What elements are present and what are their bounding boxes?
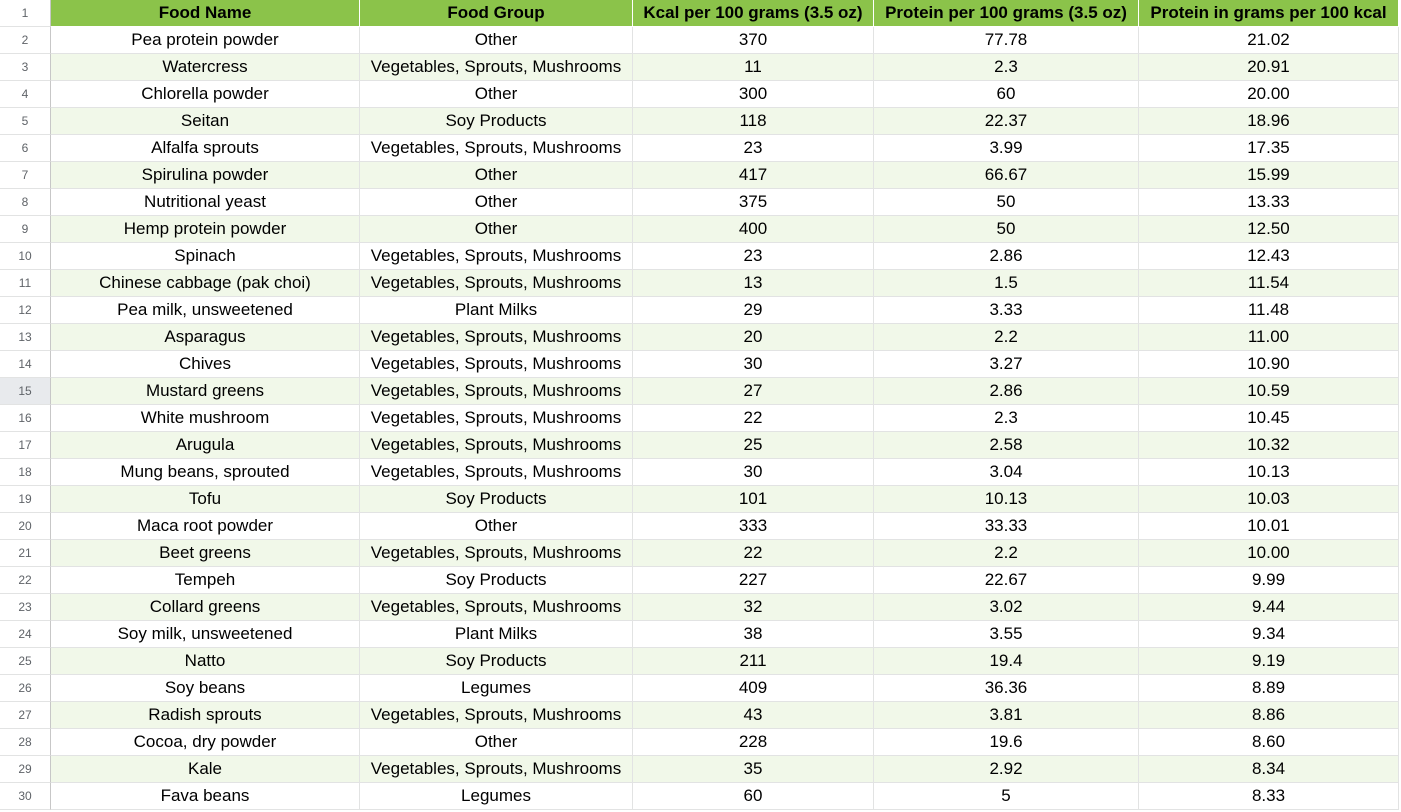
column-header-food-group[interactable]: Food Group <box>360 0 633 27</box>
cell-food-group[interactable]: Vegetables, Sprouts, Mushrooms <box>360 351 633 378</box>
row-number-15[interactable]: 15 <box>0 378 51 405</box>
cell-protein-per-kcal[interactable]: 15.99 <box>1139 162 1399 189</box>
cell-kcal[interactable]: 23 <box>633 243 874 270</box>
row-number-5[interactable]: 5 <box>0 108 51 135</box>
cell-protein-per-kcal[interactable]: 8.60 <box>1139 729 1399 756</box>
cell-protein-per-kcal[interactable]: 9.44 <box>1139 594 1399 621</box>
cell-food-group[interactable]: Vegetables, Sprouts, Mushrooms <box>360 54 633 81</box>
cell-protein-per-kcal[interactable]: 12.50 <box>1139 216 1399 243</box>
cell-protein-per-kcal[interactable]: 13.33 <box>1139 189 1399 216</box>
cell-kcal[interactable]: 118 <box>633 108 874 135</box>
row-number-11[interactable]: 11 <box>0 270 51 297</box>
cell-protein[interactable]: 2.3 <box>874 54 1139 81</box>
cell-protein-per-kcal[interactable]: 9.34 <box>1139 621 1399 648</box>
cell-kcal[interactable]: 228 <box>633 729 874 756</box>
row-number-2[interactable]: 2 <box>0 27 51 54</box>
row-number-25[interactable]: 25 <box>0 648 51 675</box>
column-header-kcal[interactable]: Kcal per 100 grams (3.5 oz) <box>633 0 874 27</box>
cell-kcal[interactable]: 60 <box>633 783 874 810</box>
row-number-27[interactable]: 27 <box>0 702 51 729</box>
cell-protein-per-kcal[interactable]: 10.90 <box>1139 351 1399 378</box>
cell-food-group[interactable]: Plant Milks <box>360 297 633 324</box>
cell-kcal[interactable]: 30 <box>633 351 874 378</box>
row-number-26[interactable]: 26 <box>0 675 51 702</box>
cell-protein[interactable]: 10.13 <box>874 486 1139 513</box>
cell-food-group[interactable]: Other <box>360 729 633 756</box>
cell-food-group[interactable]: Vegetables, Sprouts, Mushrooms <box>360 243 633 270</box>
cell-protein[interactable]: 36.36 <box>874 675 1139 702</box>
cell-protein-per-kcal[interactable]: 8.89 <box>1139 675 1399 702</box>
row-number-8[interactable]: 8 <box>0 189 51 216</box>
cell-protein-per-kcal[interactable]: 8.33 <box>1139 783 1399 810</box>
cell-protein[interactable]: 1.5 <box>874 270 1139 297</box>
cell-food-name[interactable]: Maca root powder <box>51 513 360 540</box>
cell-protein[interactable]: 2.2 <box>874 540 1139 567</box>
row-number-13[interactable]: 13 <box>0 324 51 351</box>
cell-protein-per-kcal[interactable]: 20.91 <box>1139 54 1399 81</box>
cell-food-group[interactable]: Vegetables, Sprouts, Mushrooms <box>360 459 633 486</box>
cell-protein-per-kcal[interactable]: 10.59 <box>1139 378 1399 405</box>
cell-protein-per-kcal[interactable]: 10.32 <box>1139 432 1399 459</box>
cell-food-name[interactable]: Hemp protein powder <box>51 216 360 243</box>
cell-food-group[interactable]: Soy Products <box>360 567 633 594</box>
cell-protein-per-kcal[interactable]: 11.00 <box>1139 324 1399 351</box>
cell-food-group[interactable]: Other <box>360 27 633 54</box>
cell-food-group[interactable]: Other <box>360 513 633 540</box>
cell-food-name[interactable]: Alfalfa sprouts <box>51 135 360 162</box>
cell-protein-per-kcal[interactable]: 12.43 <box>1139 243 1399 270</box>
cell-kcal[interactable]: 400 <box>633 216 874 243</box>
row-number-30[interactable]: 30 <box>0 783 51 810</box>
cell-food-name[interactable]: Tofu <box>51 486 360 513</box>
cell-kcal[interactable]: 300 <box>633 81 874 108</box>
cell-protein-per-kcal[interactable]: 10.13 <box>1139 459 1399 486</box>
cell-kcal[interactable]: 13 <box>633 270 874 297</box>
cell-protein[interactable]: 2.92 <box>874 756 1139 783</box>
row-number-4[interactable]: 4 <box>0 81 51 108</box>
cell-protein-per-kcal[interactable]: 8.34 <box>1139 756 1399 783</box>
cell-kcal[interactable]: 417 <box>633 162 874 189</box>
cell-food-name[interactable]: Chlorella powder <box>51 81 360 108</box>
cell-food-group[interactable]: Other <box>360 189 633 216</box>
cell-kcal[interactable]: 211 <box>633 648 874 675</box>
row-number-14[interactable]: 14 <box>0 351 51 378</box>
cell-protein[interactable]: 66.67 <box>874 162 1139 189</box>
cell-kcal[interactable]: 375 <box>633 189 874 216</box>
row-number-9[interactable]: 9 <box>0 216 51 243</box>
cell-protein[interactable]: 3.04 <box>874 459 1139 486</box>
cell-kcal[interactable]: 227 <box>633 567 874 594</box>
cell-kcal[interactable]: 25 <box>633 432 874 459</box>
cell-food-group[interactable]: Vegetables, Sprouts, Mushrooms <box>360 756 633 783</box>
cell-food-group[interactable]: Vegetables, Sprouts, Mushrooms <box>360 540 633 567</box>
cell-food-group[interactable]: Vegetables, Sprouts, Mushrooms <box>360 324 633 351</box>
cell-food-name[interactable]: Seitan <box>51 108 360 135</box>
cell-food-group[interactable]: Legumes <box>360 783 633 810</box>
cell-protein[interactable]: 3.55 <box>874 621 1139 648</box>
cell-food-name[interactable]: Beet greens <box>51 540 360 567</box>
cell-food-name[interactable]: Watercress <box>51 54 360 81</box>
cell-food-name[interactable]: Arugula <box>51 432 360 459</box>
cell-food-name[interactable]: Soy milk, unsweetened <box>51 621 360 648</box>
cell-protein[interactable]: 2.58 <box>874 432 1139 459</box>
cell-protein[interactable]: 3.81 <box>874 702 1139 729</box>
cell-protein-per-kcal[interactable]: 17.35 <box>1139 135 1399 162</box>
cell-protein-per-kcal[interactable]: 8.86 <box>1139 702 1399 729</box>
cell-food-group[interactable]: Other <box>360 162 633 189</box>
cell-kcal[interactable]: 370 <box>633 27 874 54</box>
cell-food-name[interactable]: Radish sprouts <box>51 702 360 729</box>
cell-food-group[interactable]: Vegetables, Sprouts, Mushrooms <box>360 702 633 729</box>
cell-protein[interactable]: 3.02 <box>874 594 1139 621</box>
row-number-10[interactable]: 10 <box>0 243 51 270</box>
cell-kcal[interactable]: 409 <box>633 675 874 702</box>
cell-protein[interactable]: 3.27 <box>874 351 1139 378</box>
cell-protein[interactable]: 2.86 <box>874 378 1139 405</box>
cell-food-group[interactable]: Vegetables, Sprouts, Mushrooms <box>360 594 633 621</box>
row-number-7[interactable]: 7 <box>0 162 51 189</box>
cell-protein[interactable]: 60 <box>874 81 1139 108</box>
cell-protein[interactable]: 22.67 <box>874 567 1139 594</box>
cell-protein-per-kcal[interactable]: 10.03 <box>1139 486 1399 513</box>
cell-food-group[interactable]: Soy Products <box>360 108 633 135</box>
cell-food-group[interactable]: Legumes <box>360 675 633 702</box>
cell-protein-per-kcal[interactable]: 10.01 <box>1139 513 1399 540</box>
cell-protein[interactable]: 50 <box>874 189 1139 216</box>
cell-food-name[interactable]: Collard greens <box>51 594 360 621</box>
row-number-18[interactable]: 18 <box>0 459 51 486</box>
cell-kcal[interactable]: 101 <box>633 486 874 513</box>
cell-protein[interactable]: 3.99 <box>874 135 1139 162</box>
row-number-24[interactable]: 24 <box>0 621 51 648</box>
row-number-1[interactable]: 1 <box>0 0 51 27</box>
cell-kcal[interactable]: 32 <box>633 594 874 621</box>
cell-food-name[interactable]: Fava beans <box>51 783 360 810</box>
cell-protein[interactable]: 33.33 <box>874 513 1139 540</box>
cell-food-name[interactable]: Chinese cabbage (pak choi) <box>51 270 360 297</box>
cell-food-group[interactable]: Soy Products <box>360 486 633 513</box>
cell-protein[interactable]: 19.6 <box>874 729 1139 756</box>
cell-food-group[interactable]: Vegetables, Sprouts, Mushrooms <box>360 135 633 162</box>
cell-food-group[interactable]: Vegetables, Sprouts, Mushrooms <box>360 270 633 297</box>
cell-food-group[interactable]: Plant Milks <box>360 621 633 648</box>
cell-food-name[interactable]: Tempeh <box>51 567 360 594</box>
cell-kcal[interactable]: 29 <box>633 297 874 324</box>
column-header-food-name[interactable]: Food Name <box>51 0 360 27</box>
cell-kcal[interactable]: 27 <box>633 378 874 405</box>
cell-food-group[interactable]: Vegetables, Sprouts, Mushrooms <box>360 405 633 432</box>
cell-food-group[interactable]: Other <box>360 216 633 243</box>
row-number-19[interactable]: 19 <box>0 486 51 513</box>
row-number-22[interactable]: 22 <box>0 567 51 594</box>
row-number-21[interactable]: 21 <box>0 540 51 567</box>
cell-protein[interactable]: 2.3 <box>874 405 1139 432</box>
cell-protein[interactable]: 2.2 <box>874 324 1139 351</box>
cell-protein[interactable]: 5 <box>874 783 1139 810</box>
column-header-protein[interactable]: Protein per 100 grams (3.5 oz) <box>874 0 1139 27</box>
cell-protein-per-kcal[interactable]: 9.99 <box>1139 567 1399 594</box>
cell-food-name[interactable]: Pea protein powder <box>51 27 360 54</box>
row-number-29[interactable]: 29 <box>0 756 51 783</box>
cell-food-name[interactable]: White mushroom <box>51 405 360 432</box>
cell-food-name[interactable]: Spinach <box>51 243 360 270</box>
cell-food-name[interactable]: Spirulina powder <box>51 162 360 189</box>
cell-protein[interactable]: 50 <box>874 216 1139 243</box>
cell-food-name[interactable]: Mung beans, sprouted <box>51 459 360 486</box>
cell-food-name[interactable]: Kale <box>51 756 360 783</box>
cell-food-name[interactable]: Cocoa, dry powder <box>51 729 360 756</box>
row-number-23[interactable]: 23 <box>0 594 51 621</box>
row-number-17[interactable]: 17 <box>0 432 51 459</box>
cell-protein-per-kcal[interactable]: 18.96 <box>1139 108 1399 135</box>
cell-protein[interactable]: 19.4 <box>874 648 1139 675</box>
cell-food-name[interactable]: Nutritional yeast <box>51 189 360 216</box>
cell-kcal[interactable]: 43 <box>633 702 874 729</box>
row-number-28[interactable]: 28 <box>0 729 51 756</box>
cell-kcal[interactable]: 35 <box>633 756 874 783</box>
cell-protein[interactable]: 22.37 <box>874 108 1139 135</box>
cell-food-name[interactable]: Chives <box>51 351 360 378</box>
cell-kcal[interactable]: 23 <box>633 135 874 162</box>
cell-kcal[interactable]: 22 <box>633 405 874 432</box>
row-number-16[interactable]: 16 <box>0 405 51 432</box>
cell-food-name[interactable]: Soy beans <box>51 675 360 702</box>
row-number-20[interactable]: 20 <box>0 513 51 540</box>
cell-food-group[interactable]: Other <box>360 81 633 108</box>
cell-kcal[interactable]: 333 <box>633 513 874 540</box>
cell-food-name[interactable]: Asparagus <box>51 324 360 351</box>
cell-food-group[interactable]: Vegetables, Sprouts, Mushrooms <box>360 432 633 459</box>
row-number-6[interactable]: 6 <box>0 135 51 162</box>
cell-protein-per-kcal[interactable]: 11.48 <box>1139 297 1399 324</box>
cell-protein[interactable]: 77.78 <box>874 27 1139 54</box>
cell-protein-per-kcal[interactable]: 10.00 <box>1139 540 1399 567</box>
cell-protein-per-kcal[interactable]: 10.45 <box>1139 405 1399 432</box>
cell-kcal[interactable]: 20 <box>633 324 874 351</box>
column-header-protein-per-kcal[interactable]: Protein in grams per 100 kcal <box>1139 0 1399 27</box>
cell-protein-per-kcal[interactable]: 21.02 <box>1139 27 1399 54</box>
cell-food-group[interactable]: Vegetables, Sprouts, Mushrooms <box>360 378 633 405</box>
cell-protein-per-kcal[interactable]: 20.00 <box>1139 81 1399 108</box>
cell-protein[interactable]: 2.86 <box>874 243 1139 270</box>
row-number-12[interactable]: 12 <box>0 297 51 324</box>
cell-kcal[interactable]: 11 <box>633 54 874 81</box>
cell-food-name[interactable]: Natto <box>51 648 360 675</box>
cell-food-group[interactable]: Soy Products <box>360 648 633 675</box>
cell-protein-per-kcal[interactable]: 11.54 <box>1139 270 1399 297</box>
cell-food-name[interactable]: Pea milk, unsweetened <box>51 297 360 324</box>
cell-food-name[interactable]: Mustard greens <box>51 378 360 405</box>
cell-protein[interactable]: 3.33 <box>874 297 1139 324</box>
cell-protein-per-kcal[interactable]: 9.19 <box>1139 648 1399 675</box>
cell-kcal[interactable]: 38 <box>633 621 874 648</box>
cell-kcal[interactable]: 22 <box>633 540 874 567</box>
row-number-3[interactable]: 3 <box>0 54 51 81</box>
cell-kcal[interactable]: 30 <box>633 459 874 486</box>
